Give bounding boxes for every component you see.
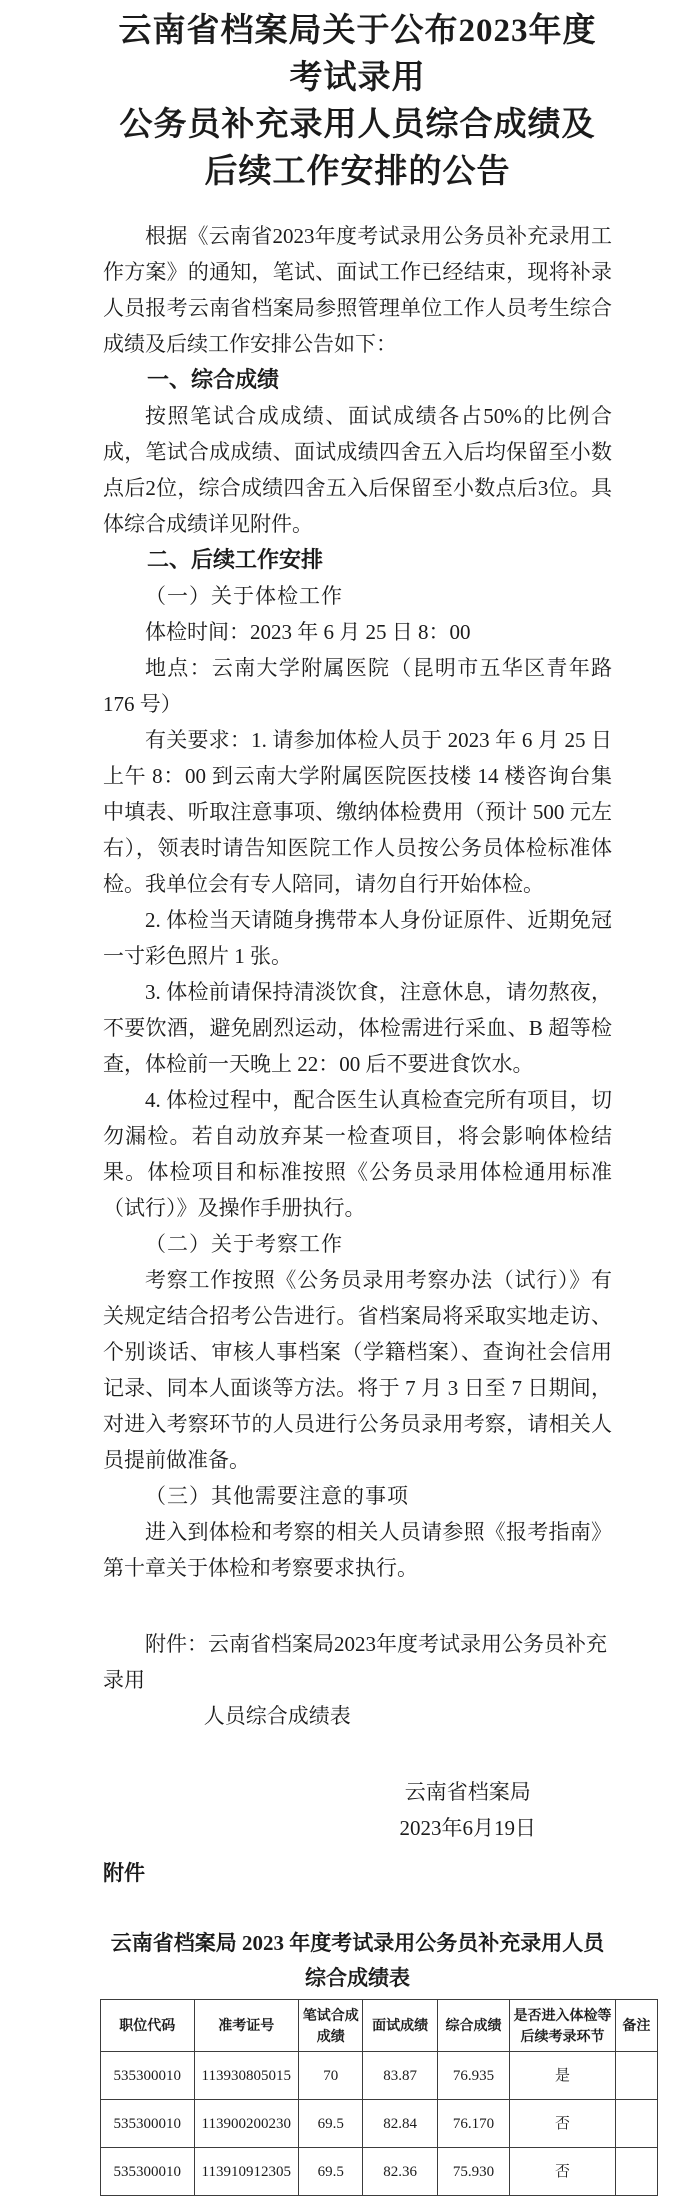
appendix-label: 附件: [103, 1862, 145, 1885]
header-interview-score: 面试成绩: [363, 2000, 437, 2052]
table-cell: [615, 2100, 657, 2148]
header-written-score: 笔试合成成绩: [299, 2000, 363, 2052]
title-line-2: 公务员补充录用人员综合成绩及: [119, 107, 596, 143]
table-cell: 否: [510, 2100, 616, 2148]
table-cell: 535300010: [101, 2148, 195, 2196]
header-ticket-number: 准考证号: [194, 2000, 299, 2052]
table-cell: 113930805015: [194, 2052, 299, 2100]
medical-exam-time: 体检时间：2023 年 6 月 25 日 8：00: [145, 620, 471, 644]
page-title: [103, 8, 612, 196]
intro-paragraph: 根据《云南省2023年度考试录用公务员补充录用工作方案》的通知，笔试、面试工作已经结束，现将补录人员报考云南省档案局参照管理单位工作人员考生综合成绩及后续工作安排公告如下：: [103, 224, 612, 356]
score-table-header-row: [101, 2000, 658, 2052]
title-line-3: 后续工作安排的公告: [204, 154, 511, 190]
table-row: [101, 2052, 658, 2100]
attachment-note-line-2: 人员综合成绩表: [203, 1704, 351, 1728]
table-cell: 70: [299, 2052, 363, 2100]
section-2-heading: 二、后续工作安排: [147, 547, 324, 572]
header-advance-flag: 是否进入体检等后续考录环节: [510, 2000, 616, 2052]
table-cell: 否: [510, 2148, 616, 2196]
table-cell: 75.930: [437, 2148, 509, 2196]
other-notes-body: 进入到体检和考察的相关人员请参照《报考指南》第十章关于体检和考察要求执行。: [103, 1520, 612, 1580]
table-cell: [615, 2148, 657, 2196]
table-cell: 535300010: [101, 2100, 195, 2148]
table-cell: 76.170: [437, 2100, 509, 2148]
table-cell: 69.5: [299, 2148, 363, 2196]
section-1-body: 按照笔试合成成绩、面试成绩各占50%的比例合成，笔试合成成绩、面试成绩四舍五入后均保留至小数点后2位，综合成绩四舍五入后保留至小数点后3位。具体综合成绩详见附件。: [103, 404, 612, 536]
sub-section-3-heading: （三）其他需要注意的事项: [145, 1484, 409, 1508]
table-cell: 535300010: [101, 2052, 195, 2100]
table-cell: 113900200230: [194, 2100, 299, 2148]
table-cell: [615, 2052, 657, 2100]
table-cell: 83.87: [363, 2052, 437, 2100]
medical-exam-requirement-1: 有关要求：1. 请参加体检人员于 2023 年 6 月 25 日上午 8：00 到云南大学附属医院医技楼 14 楼咨询台集中填表、听取注意事项、缴纳体检费用（预计 500 元左右），领表时请告知医院工作人员按公务员体检标准体检。我单位会有专人陪同，请勿自行开始体检。: [103, 728, 612, 896]
section-1-heading: 一、综合成绩: [147, 367, 280, 392]
table-cell: 76.935: [437, 2052, 509, 2100]
signature-block: [400, 1774, 537, 1846]
header-composite-score: 综合成绩: [437, 2000, 509, 2052]
score-table: [100, 1999, 658, 2196]
table-row: [101, 2100, 658, 2148]
header-remarks: 备注: [615, 2000, 657, 2052]
sub-section-2-heading: （二）关于考察工作: [145, 1232, 343, 1256]
medical-exam-requirement-4: 4. 体检过程中，配合医生认真检查完所有项目，切勿漏检。若自动放弃某一检查项目，将会影响体检结果。体检项目和标准按照《公务员录用体检通用标准（试行）》及操作手册执行。: [103, 1088, 612, 1220]
sub-section-1-heading: （一）关于体检工作: [145, 584, 343, 608]
table-cell: 113910912305: [194, 2148, 299, 2196]
attachment-note: [103, 1626, 612, 1734]
header-position-code: 职位代码: [101, 2000, 195, 2052]
table-cell: 82.84: [363, 2100, 437, 2148]
score-table-title-line-1: 云南省档案局 2023 年度考试录用公务员补充录用人员: [110, 1931, 605, 1955]
medical-exam-location: 地点：云南大学附属医院（昆明市五华区青年路 176 号）: [103, 656, 612, 716]
table-row: [101, 2148, 658, 2196]
title-line-1: 云南省档案局关于公布2023年度考试录用: [118, 13, 597, 96]
attachment-note-line-1: 附件：云南省档案局2023年度考试录用公务员补充录用: [103, 1632, 607, 1692]
score-table-title: [103, 1926, 612, 1996]
table-cell: 69.5: [299, 2100, 363, 2148]
signature-organization: 云南省档案局: [404, 1780, 531, 1804]
medical-exam-requirement-2: 2. 体检当天请随身携带本人身份证原件、近期免冠一寸彩色照片 1 张。: [103, 908, 612, 968]
table-cell: 82.36: [363, 2148, 437, 2196]
medical-exam-requirement-3: 3. 体检前请保持清淡饮食，注意休息，请勿熬夜，不要饮酒，避免剧烈运动，体检需进行采血、B 超等检查，体检前一天晚上 22：00 后不要进食饮水。: [103, 980, 612, 1076]
inspection-body: 考察工作按照《公务员录用考察办法（试行）》有关规定结合招考公告进行。省档案局将采取实地走访、个别谈话、审核人事档案（学籍档案）、查询社会信用记录、同本人面谈等方法。将于 7 月 3 日至 7 日期间，对进入考察环节的人员进行公务员录用考察，请相关人员提前做准备。: [103, 1268, 612, 1472]
table-cell: 是: [510, 2052, 616, 2100]
score-table-title-line-2: 综合成绩表: [305, 1966, 410, 1990]
signature-date: 2023年6月19日: [399, 1816, 536, 1840]
